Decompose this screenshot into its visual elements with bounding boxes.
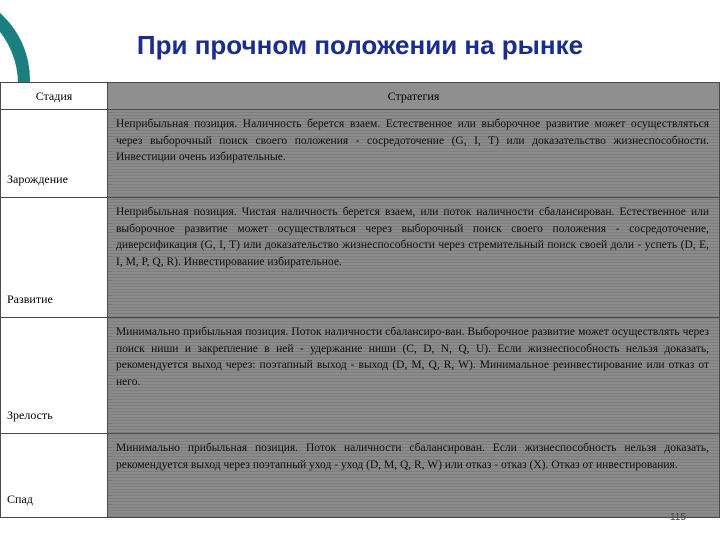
table-row-stage: Зрелость <box>0 318 108 434</box>
table-row-strategy: Минимально прибыльная позиция. Поток наличности сбалансиро-ван. Выборочное развитие может осуществлять через поиск ниши и закрепление в ней - удержание ниши (C, D, N, Q, U). Если жизнеспособность нельзя доказать, рекомендуется выход через: поэтапный выход - выход (D, M, Q, R, W). Минимальное реинвестирование или отказ от него. <box>108 318 720 434</box>
table-row-stage: Развитие <box>0 198 108 318</box>
header-strategy: Стратегия <box>108 82 720 110</box>
strategy-table <box>0 82 720 518</box>
header-stage: Стадия <box>0 82 108 110</box>
table-row-strategy: Неприбыльная позиция. Наличность берется взаем. Естественное или выборочное развитие может осуществляться через выборочный поиск своего положения - сосредоточение (G, I, T) или доказательство жизнеспособности. Инвестиции очень избирательные. <box>108 110 720 198</box>
page-number: 115 <box>670 512 686 523</box>
table-row-stage: Зарождение <box>0 110 108 198</box>
table-row-strategy: Неприбыльная позиция. Чистая наличность берется взаем, или поток наличности сбалансирован. Естественное или выборочное развитие может осуществляться через выборочный поиск своего положения - сосредоточение, диверсификация (G, I, T) или доказательство жизнеспособности через стремительный поиск своей доли - успеть (D, E, I, M, P, Q, R). Инвестирование избирательное. <box>108 198 720 318</box>
table-row-strategy: Минимально прибыльная позиция. Поток наличности сбалансирован. Если жизнеспособность нельзя доказать, рекомендуется выход через поэтапный уход - уход (D, M, Q, R, W) или отказ - отказ (X). Отказ от инвестирования. <box>108 434 720 518</box>
slide-title: При прочном положении на рынке <box>136 30 584 60</box>
table-row-stage: Спад <box>0 434 108 518</box>
